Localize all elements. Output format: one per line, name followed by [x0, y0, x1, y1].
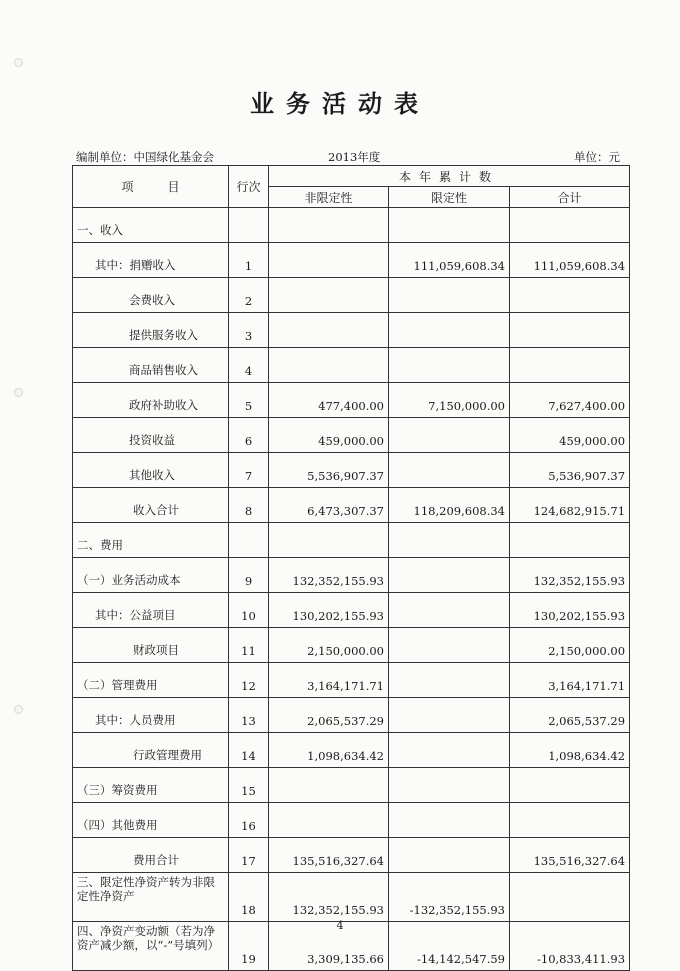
page-title: 业务活动表	[250, 90, 430, 118]
row-label: 商品销售收入	[73, 348, 229, 383]
row-label: 其中：捐赠收入	[73, 243, 229, 278]
row-unrestricted	[269, 243, 389, 278]
table-row	[73, 593, 630, 628]
table-row	[73, 278, 630, 313]
row-total	[510, 208, 630, 243]
row-label: （二）管理费用	[73, 663, 229, 698]
row-unrestricted: 3,164,171.71	[269, 663, 389, 698]
row-line: 2	[229, 278, 269, 313]
row-label: （四）其他费用	[73, 803, 229, 838]
row-total	[510, 768, 630, 803]
row-restricted: 111,059,608.34	[389, 243, 510, 278]
row-restricted: -14,142,547.59	[389, 922, 510, 971]
row-label: （一）业务活动成本	[73, 558, 229, 593]
table-row	[73, 313, 630, 348]
row-restricted	[389, 313, 510, 348]
row-total: 7,627,400.00	[510, 383, 630, 418]
row-unrestricted: 132,352,155.93	[269, 558, 389, 593]
row-line: 17	[229, 838, 269, 873]
row-unrestricted	[269, 523, 389, 558]
row-total	[510, 313, 630, 348]
page-number: 4	[336, 919, 344, 932]
row-restricted	[389, 418, 510, 453]
punch-hole	[14, 705, 23, 714]
row-line: 4	[229, 348, 269, 383]
row-unrestricted	[269, 803, 389, 838]
table-row	[73, 418, 630, 453]
row-restricted	[389, 698, 510, 733]
row-unrestricted	[269, 278, 389, 313]
row-unrestricted: 132,352,155.93	[269, 873, 389, 922]
row-total: 111,059,608.34	[510, 243, 630, 278]
row-label: 提供服务收入	[73, 313, 229, 348]
row-total	[510, 873, 630, 922]
row-total: 5,536,907.37	[510, 453, 630, 488]
row-unrestricted: 135,516,327.64	[269, 838, 389, 873]
row-unrestricted	[269, 208, 389, 243]
punch-hole	[14, 388, 23, 397]
row-unrestricted: 477,400.00	[269, 383, 389, 418]
row-restricted	[389, 593, 510, 628]
row-line: 3	[229, 313, 269, 348]
table-row	[73, 208, 630, 243]
row-label: 其中：人员费用	[73, 698, 229, 733]
row-restricted	[389, 803, 510, 838]
row-unrestricted: 5,536,907.37	[269, 453, 389, 488]
header-line: 行次	[229, 166, 269, 208]
row-line: 6	[229, 418, 269, 453]
row-line: 7	[229, 453, 269, 488]
row-line: 13	[229, 698, 269, 733]
row-line: 10	[229, 593, 269, 628]
row-label: 二、费用	[73, 523, 229, 558]
table-row	[73, 803, 630, 838]
row-restricted	[389, 733, 510, 768]
table-row	[73, 243, 630, 278]
row-line: 5	[229, 383, 269, 418]
row-restricted: 118,209,608.34	[389, 488, 510, 523]
table-row	[73, 558, 630, 593]
row-restricted	[389, 453, 510, 488]
row-restricted	[389, 208, 510, 243]
row-line: 8	[229, 488, 269, 523]
row-restricted	[389, 523, 510, 558]
row-total: 130,202,155.93	[510, 593, 630, 628]
row-total	[510, 348, 630, 383]
row-unrestricted	[269, 768, 389, 803]
table-row	[73, 768, 630, 803]
row-restricted	[389, 558, 510, 593]
row-label: 费用合计	[73, 838, 229, 873]
row-line: 14	[229, 733, 269, 768]
row-label: （三）筹资费用	[73, 768, 229, 803]
row-line: 11	[229, 628, 269, 663]
org-name: 编制单位：中国绿化基金会	[76, 150, 214, 164]
row-unrestricted: 2,065,537.29	[269, 698, 389, 733]
row-total: 135,516,327.64	[510, 838, 630, 873]
table-row	[73, 733, 630, 768]
row-line	[229, 523, 269, 558]
row-label: 财政项目	[73, 628, 229, 663]
row-total	[510, 523, 630, 558]
row-restricted	[389, 278, 510, 313]
row-label: 行政管理费用	[73, 733, 229, 768]
row-line: 15	[229, 768, 269, 803]
row-unrestricted: 1,098,634.42	[269, 733, 389, 768]
row-total: 124,682,915.71	[510, 488, 630, 523]
row-restricted	[389, 628, 510, 663]
row-unrestricted: 130,202,155.93	[269, 593, 389, 628]
table-row	[73, 488, 630, 523]
row-unrestricted: 3,309,135.66	[269, 922, 389, 971]
row-line: 1	[229, 243, 269, 278]
row-unrestricted	[269, 313, 389, 348]
row-line: 9	[229, 558, 269, 593]
row-label: 会费收入	[73, 278, 229, 313]
row-total	[510, 803, 630, 838]
row-unrestricted: 2,150,000.00	[269, 628, 389, 663]
table-header-row	[73, 166, 630, 187]
table-row	[73, 628, 630, 663]
row-restricted: 7,150,000.00	[389, 383, 510, 418]
table-row	[73, 873, 630, 922]
row-label: 政府补助收入	[73, 383, 229, 418]
row-total: 132,352,155.93	[510, 558, 630, 593]
table-row	[73, 383, 630, 418]
row-total: 459,000.00	[510, 418, 630, 453]
row-line: 16	[229, 803, 269, 838]
row-restricted	[389, 348, 510, 383]
row-total: 2,150,000.00	[510, 628, 630, 663]
row-line: 19	[229, 922, 269, 971]
row-unrestricted: 459,000.00	[269, 418, 389, 453]
row-label: 其中：公益项目	[73, 593, 229, 628]
header-restricted: 限定性	[389, 187, 510, 208]
table-row	[73, 698, 630, 733]
row-label: 一、收入	[73, 208, 229, 243]
row-unrestricted: 6,473,307.37	[269, 488, 389, 523]
row-label: 其他收入	[73, 453, 229, 488]
row-unrestricted	[269, 348, 389, 383]
row-total	[510, 278, 630, 313]
row-restricted	[389, 768, 510, 803]
header-total: 合计	[510, 187, 630, 208]
row-line: 18	[229, 873, 269, 922]
table-row	[73, 838, 630, 873]
activity-table	[72, 165, 630, 971]
report-meta	[76, 149, 628, 163]
header-unrestricted: 非限定性	[269, 187, 389, 208]
row-label: 投资收益	[73, 418, 229, 453]
table-row	[73, 663, 630, 698]
punch-hole	[14, 58, 23, 67]
header-item: 项目	[73, 166, 229, 208]
row-label: 三、限定性净资产转为非限定性净资产	[73, 873, 229, 922]
row-restricted	[389, 663, 510, 698]
row-restricted	[389, 838, 510, 873]
row-label: 收入合计	[73, 488, 229, 523]
row-total: 2,065,537.29	[510, 698, 630, 733]
row-total: 3,164,171.71	[510, 663, 630, 698]
row-total: -10,833,411.93	[510, 922, 630, 971]
row-total: 1,098,634.42	[510, 733, 630, 768]
table-row	[73, 453, 630, 488]
row-line: 12	[229, 663, 269, 698]
row-restricted: -132,352,155.93	[389, 873, 510, 922]
row-line	[229, 208, 269, 243]
row-label: 四、净资产变动额（若为净资产减少额，以“-”号填列）	[73, 922, 229, 971]
table-row	[73, 348, 630, 383]
header-cumulative: 本年累计数	[269, 166, 630, 187]
table-row	[73, 523, 630, 558]
report-year: 2013年度	[328, 150, 381, 164]
currency-unit: 单位：元	[574, 150, 620, 164]
